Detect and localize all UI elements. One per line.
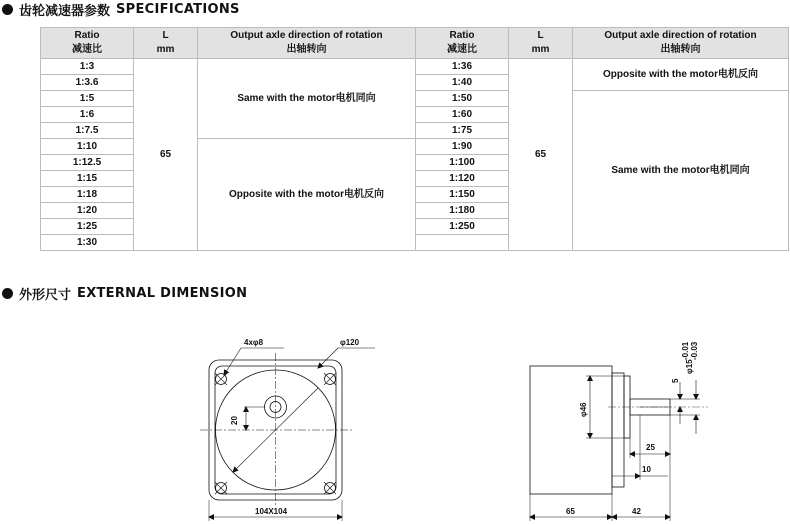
ratio-cell: 1:50 xyxy=(416,91,509,107)
label-gear-length: 42 xyxy=(632,507,641,516)
label-key-width: 5 xyxy=(671,378,680,383)
ratio-cell: 1:3 xyxy=(41,59,134,75)
direction-cell: Opposite with the motor电机反向 xyxy=(198,139,416,251)
side-view xyxy=(530,366,708,521)
label-size: 104X104 xyxy=(255,507,288,516)
specifications-title xyxy=(2,0,240,19)
ratio-cell: 1:250 xyxy=(416,219,509,235)
label-shaft-length: 25 xyxy=(646,443,655,452)
ratio-cell: 1:12.5 xyxy=(41,155,134,171)
dimension-title-en: EXTERNAL DIMENSION xyxy=(77,286,248,301)
header-ratio: Ratio 减速比 xyxy=(416,28,509,59)
label-body-length: 65 xyxy=(566,507,575,516)
ratio-cell: 1:25 xyxy=(41,219,134,235)
label-diameter: φ120 xyxy=(340,338,360,347)
ratio-cell: 1:60 xyxy=(416,107,509,123)
specifications-table xyxy=(40,27,789,251)
length-cell: 65 xyxy=(134,59,198,251)
table-header-row xyxy=(41,28,789,59)
ratio-cell: 1:10 xyxy=(41,139,134,155)
ratio-cell: 1:30 xyxy=(41,235,134,251)
label-tolerance-lower: -0.03 xyxy=(690,341,699,360)
ratio-cell: 1:5 xyxy=(41,91,134,107)
ratio-cell xyxy=(416,235,509,251)
ratio-cell: 1:90 xyxy=(416,139,509,155)
label-tolerance-upper: -0.01 xyxy=(681,341,690,360)
ratio-cell: 1:180 xyxy=(416,203,509,219)
ratio-cell: 1:100 xyxy=(416,155,509,171)
specifications-title-en: SPECIFICATIONS xyxy=(116,2,240,17)
ratio-cell: 1:6 xyxy=(41,107,134,123)
ratio-cell: 1:120 xyxy=(416,171,509,187)
direction-cell: Same with the motor电机同向 xyxy=(198,59,416,139)
header-length: L mm xyxy=(134,28,198,59)
ratio-cell: 1:7.5 xyxy=(41,123,134,139)
bullet-icon xyxy=(2,4,13,15)
ratio-cell: 1:3.6 xyxy=(41,75,134,91)
ratio-cell: 1:18 xyxy=(41,187,134,203)
bullet-icon xyxy=(2,288,13,299)
header-ratio: Ratio 减速比 xyxy=(41,28,134,59)
label-offset: 20 xyxy=(230,416,239,425)
label-key-length: 10 xyxy=(642,465,651,474)
header-direction: Output axle direction of rotation 出轴转向 xyxy=(573,28,789,59)
header-length: L mm xyxy=(509,28,573,59)
header-direction: Output axle direction of rotation 出轴转向 xyxy=(198,28,416,59)
dimension-title-cn: 外形尺寸 xyxy=(19,287,72,302)
specifications-title-cn: 齿轮减速器参数 xyxy=(19,3,111,18)
ratio-cell: 1:15 xyxy=(41,171,134,187)
ratio-cell: 1:40 xyxy=(416,75,509,91)
label-boss-diameter: φ46 xyxy=(579,402,588,417)
front-view xyxy=(200,348,375,521)
ratio-cell: 1:20 xyxy=(41,203,134,219)
ratio-cell: 1:150 xyxy=(416,187,509,203)
label-shaft-diameter: φ15 xyxy=(685,359,694,374)
table-row xyxy=(41,59,789,75)
label-holes: 4xφ8 xyxy=(244,338,264,347)
ratio-cell: 1:75 xyxy=(416,123,509,139)
ratio-cell: 1:36 xyxy=(416,59,509,75)
dimension-drawing xyxy=(0,300,790,525)
direction-cell: Opposite with the motor电机反向 xyxy=(573,59,789,91)
direction-cell: Same with the motor电机同向 xyxy=(573,91,789,251)
length-cell: 65 xyxy=(509,59,573,251)
